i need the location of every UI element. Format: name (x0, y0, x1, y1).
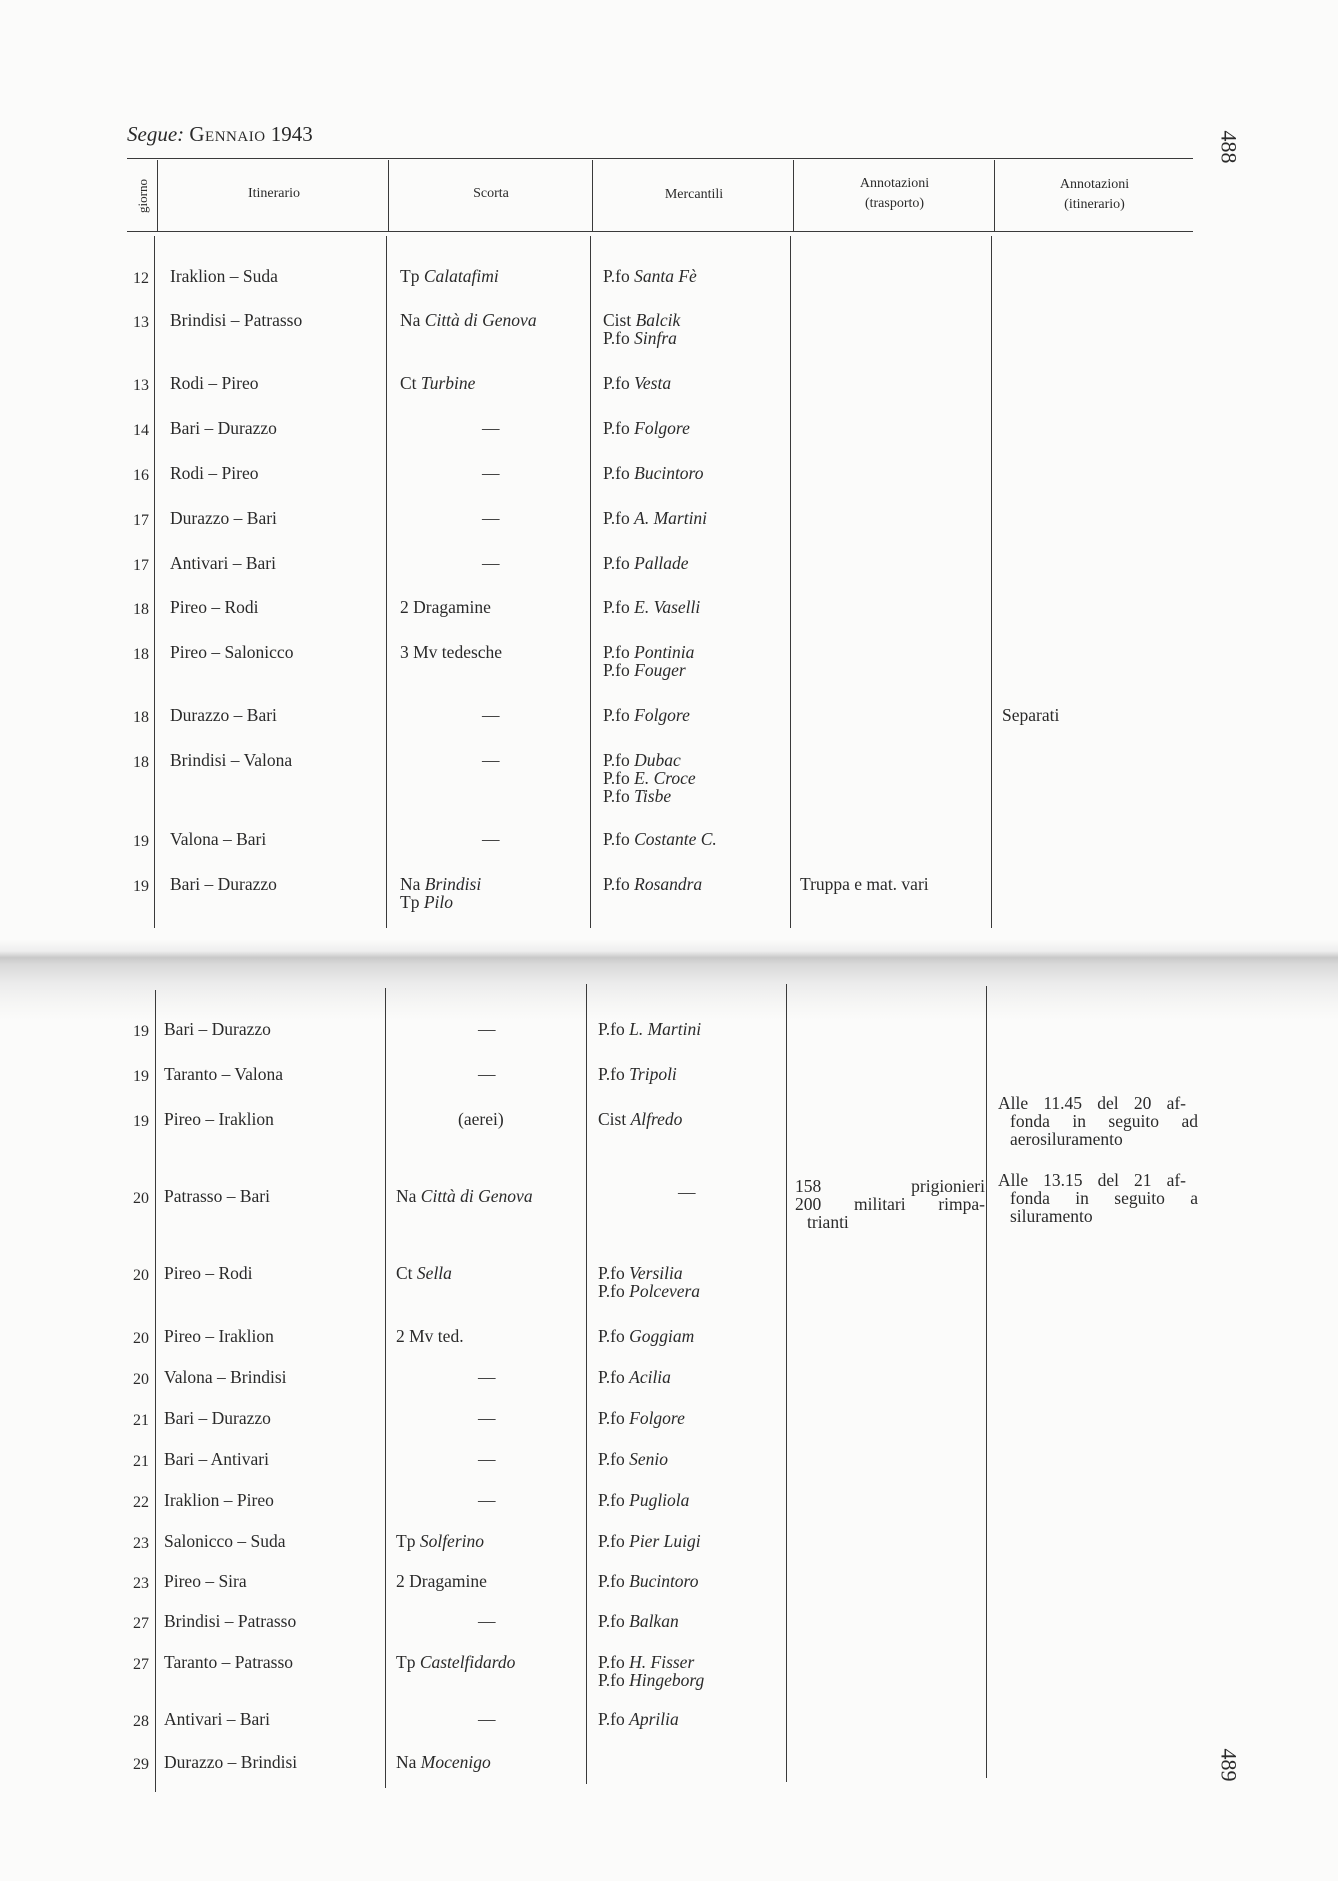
route-cell: Pireo – Sira (164, 1571, 247, 1591)
col-header-giorno: giorno (135, 179, 150, 213)
day-cell: 20 (133, 1190, 149, 1207)
day-cell: 17 (133, 557, 149, 574)
day-cell: 29 (133, 1756, 149, 1773)
escort-type: Tp (396, 1652, 420, 1672)
escort-dash: — (478, 1064, 496, 1084)
route-cell: Iraklion – Pireo (164, 1490, 274, 1510)
day-cell: 27 (133, 1656, 149, 1673)
ship-cell (598, 1450, 668, 1469)
note-trasporto: trianti (807, 1212, 849, 1232)
ship-name: Balkan (629, 1611, 679, 1631)
ship-cell (603, 706, 690, 725)
route-cell: Antivari – Bari (170, 553, 276, 573)
ship-cell (603, 875, 702, 894)
ship-cell (603, 554, 689, 573)
escort-type: Na (400, 310, 425, 330)
ship-type: P.fo (603, 328, 635, 348)
body-divider (786, 984, 787, 1782)
body-divider (155, 990, 156, 1792)
ship-type: P.fo (598, 1531, 630, 1551)
escort-dash: — (478, 1019, 496, 1039)
day-cell: 21 (133, 1412, 149, 1429)
ship-cell (598, 1710, 679, 1729)
note-itinerario: fonda in seguito ad (1010, 1111, 1198, 1131)
route-cell: Antivari – Bari (164, 1709, 270, 1729)
ship-type: P.fo (598, 1367, 630, 1387)
day-cell: 19 (133, 833, 149, 850)
route-cell: Pireo – Rodi (164, 1263, 253, 1283)
escort-type: Na (400, 874, 425, 894)
route-cell: Bari – Durazzo (170, 874, 277, 894)
col-header-scorta: Scorta (473, 186, 509, 201)
ship-type: P.fo (603, 553, 635, 573)
ship-type: P.fo (598, 1652, 630, 1672)
ship-name: Tisbe (634, 786, 672, 806)
escort-type: Tp (400, 892, 424, 912)
escort-dash: — (478, 1367, 496, 1387)
ship-type: P.fo (603, 660, 635, 680)
ship-name: A. Martini (634, 508, 708, 528)
ship-type: P.fo (603, 786, 635, 806)
ship-cell (603, 787, 671, 806)
ship-type: P.fo (603, 373, 635, 393)
escort-cell (396, 1264, 452, 1283)
escort-cell (396, 1187, 533, 1206)
ship-type: P.fo (603, 829, 635, 849)
page-number-top: 488 (1216, 130, 1242, 164)
day-cell: 18 (133, 709, 149, 726)
escort-type: Tp (400, 266, 424, 286)
ship-type: P.fo (603, 418, 635, 438)
ship-cell (598, 1671, 704, 1690)
day-cell: 13 (133, 377, 149, 394)
ship-name: Dubac (634, 750, 681, 770)
day-cell: 23 (133, 1575, 149, 1592)
page-number-bottom: 489 (1216, 1748, 1242, 1782)
ship-name: Versilia (629, 1263, 683, 1283)
note-itinerario: siluramento (1010, 1206, 1093, 1226)
ship-name: L. Martini (629, 1019, 702, 1039)
ship-type: P.fo (603, 705, 635, 725)
route-cell: Bari – Durazzo (164, 1408, 271, 1428)
ship-type: P.fo (598, 1490, 630, 1510)
route-cell: Rodi – Pireo (170, 463, 259, 483)
ship-type: P.fo (603, 768, 635, 788)
route-cell: Pireo – Rodi (170, 597, 259, 617)
ship-cell (598, 1409, 685, 1428)
escort-cell (400, 374, 475, 393)
escort-cell: 3 Mv tedesche (400, 642, 503, 662)
body-divider (991, 236, 992, 928)
route-cell: Durazzo – Bari (170, 705, 277, 725)
route-cell: Durazzo – Brindisi (164, 1752, 298, 1772)
ship-type: P.fo (598, 1449, 630, 1469)
ship-name: Balcik (635, 310, 681, 330)
day-cell: 18 (133, 754, 149, 771)
escort-dash: — (478, 1449, 496, 1469)
note-trasporto: Truppa e mat. vari (800, 874, 929, 894)
ship-name: Hingeborg (629, 1670, 705, 1690)
day-cell: 14 (133, 422, 149, 439)
page-fold-shadow (0, 940, 1338, 1020)
escort-dash: — (482, 508, 500, 528)
note-itinerario: Alle 11.45 del 20 af- (998, 1093, 1186, 1113)
escort-type: Tp (396, 1531, 420, 1551)
ship-name: Acilia (629, 1367, 671, 1387)
body-divider (154, 236, 155, 928)
escort-cell: 2 Dragamine (396, 1571, 487, 1591)
ship-name: Costante C. (634, 829, 717, 849)
day-cell: 20 (133, 1371, 149, 1388)
ship-cell (603, 661, 686, 680)
route-cell: Valona – Bari (170, 829, 267, 849)
escort-cell (400, 267, 499, 286)
ship-type: P.fo (603, 874, 635, 894)
escort-name: Pilo (423, 892, 453, 912)
escort-dash: — (478, 1709, 496, 1729)
ship-type: P.fo (598, 1408, 630, 1428)
route-cell: Bari – Durazzo (164, 1019, 271, 1039)
body-divider (986, 986, 987, 1778)
col-header-ann-itinerario-line2: (itinerario) (1064, 197, 1125, 212)
escort-dash: — (482, 418, 500, 438)
escort-name: Città di Genova (424, 310, 537, 330)
title-year: 1943 (270, 122, 313, 146)
ship-type: P.fo (598, 1611, 630, 1631)
escort-type: Na (396, 1752, 421, 1772)
ship-cell (598, 1282, 700, 1301)
ship-name: Pugliola (629, 1490, 690, 1510)
ship-name: Tripoli (629, 1064, 677, 1084)
ship-name: Vesta (634, 373, 672, 393)
note-trasporto: 158 prigionieri (795, 1176, 985, 1196)
escort-cell (396, 1532, 484, 1551)
route-cell: Durazzo – Bari (170, 508, 277, 528)
note-itinerario: Separati (1002, 705, 1060, 725)
ship-name: E. Croce (634, 768, 696, 788)
route-cell: Valona – Brindisi (164, 1367, 287, 1387)
day-cell: 19 (133, 1113, 149, 1130)
day-cell: 18 (133, 646, 149, 663)
body-divider (386, 236, 387, 928)
header-top-rule (127, 158, 1193, 159)
col-header-ann-trasporto (795, 174, 994, 214)
escort-name: Sella (416, 1263, 452, 1283)
day-cell: 19 (133, 1023, 149, 1040)
escort-type: Ct (396, 1263, 417, 1283)
day-cell: 23 (133, 1535, 149, 1552)
ship-cell (598, 1065, 677, 1084)
route-cell: Salonicco – Suda (164, 1531, 286, 1551)
route-cell: Patrasso – Bari (164, 1186, 270, 1206)
ship-name: Senio (629, 1449, 669, 1469)
ship-dash: — (678, 1182, 696, 1202)
ship-cell (603, 509, 707, 528)
escort-type: Na (396, 1186, 421, 1206)
route-cell: Brindisi – Valona (170, 750, 293, 770)
body-divider (586, 984, 587, 1784)
title-prefix: Segue: (127, 122, 185, 146)
route-cell: Rodi – Pireo (170, 373, 259, 393)
escort-name: Mocenigo (420, 1752, 491, 1772)
route-cell: Pireo – Iraklion (164, 1109, 274, 1129)
escort-name: Turbine (420, 373, 476, 393)
col-header-ann-itinerario (996, 175, 1193, 215)
col-header-mercantili: Mercantili (664, 187, 724, 202)
ship-name: Santa Fè (634, 266, 697, 286)
ship-type: P.fo (603, 508, 635, 528)
day-cell: 20 (133, 1330, 149, 1347)
escort-dash: — (482, 463, 500, 483)
escort-dash: — (478, 1490, 496, 1510)
body-divider (590, 236, 591, 928)
col-header-ann-trasporto-line1: Annotazioni (859, 176, 930, 191)
ship-name: Folgore (634, 418, 690, 438)
ship-cell (598, 1368, 671, 1387)
route-cell: Taranto – Patrasso (164, 1652, 294, 1672)
page-title (127, 122, 313, 146)
day-cell: 22 (133, 1494, 149, 1511)
col-header-ann-trasporto-line2: (trasporto) (864, 196, 925, 211)
route-cell: Bari – Antivari (164, 1449, 269, 1469)
body-divider (385, 988, 386, 1788)
note-itinerario: aerosiluramento (1010, 1129, 1123, 1149)
escort-type: Ct (400, 373, 421, 393)
col-header-ann-itinerario-line1: Annotazioni (1059, 177, 1130, 192)
escort-dash: — (482, 705, 500, 725)
ship-type: P.fo (603, 642, 635, 662)
ship-cell (603, 374, 671, 393)
ship-cell (598, 1612, 679, 1631)
ship-type: Cist (598, 1109, 631, 1129)
day-cell: 28 (133, 1713, 149, 1730)
title-month: Gennaio (189, 122, 266, 146)
day-cell: 18 (133, 601, 149, 618)
day-cell: 12 (133, 270, 149, 287)
escort-cell: (aerei) (458, 1109, 504, 1129)
ship-name: Pontinia (634, 642, 695, 662)
ship-name: H. Fisser (629, 1652, 695, 1672)
ship-name: Sinfra (634, 328, 677, 348)
escort-dash: — (482, 829, 500, 849)
route-cell: Brindisi – Patrasso (170, 310, 303, 330)
escort-cell: 2 Mv ted. (396, 1326, 464, 1346)
body-divider (790, 236, 791, 928)
route-cell: Iraklion – Suda (170, 266, 278, 286)
day-cell: 16 (133, 467, 149, 484)
route-cell: Pireo – Salonicco (170, 642, 294, 662)
escort-cell (400, 893, 453, 912)
header-bottom-rule (127, 231, 1193, 232)
day-cell: 21 (133, 1453, 149, 1470)
escort-cell (396, 1653, 515, 1672)
day-cell: 19 (133, 878, 149, 895)
ship-type: P.fo (598, 1326, 630, 1346)
escort-cell (400, 311, 537, 330)
ship-type: P.fo (603, 750, 635, 770)
ship-cell (598, 1491, 689, 1510)
ship-cell (603, 267, 697, 286)
ship-cell (603, 419, 690, 438)
route-cell: Pireo – Iraklion (164, 1326, 274, 1346)
ship-cell (603, 830, 717, 849)
ship-name: Aprilia (629, 1709, 679, 1729)
ship-name: Alfredo (630, 1109, 683, 1129)
escort-cell: 2 Dragamine (400, 597, 491, 617)
ship-name: Bucintoro (629, 1571, 699, 1591)
escort-dash: — (482, 553, 500, 573)
escort-dash: — (478, 1611, 496, 1631)
ship-name: Goggiam (629, 1326, 695, 1346)
route-cell: Bari – Durazzo (170, 418, 277, 438)
ship-type: P.fo (598, 1281, 630, 1301)
ship-name: Pier Luigi (629, 1531, 701, 1551)
ship-cell (598, 1020, 701, 1039)
escort-name: Città di Genova (420, 1186, 533, 1206)
ship-type: P.fo (598, 1709, 630, 1729)
ship-type: P.fo (603, 597, 635, 617)
note-trasporto: 200 militari rimpa- (795, 1194, 985, 1214)
escort-name: Castelfidardo (419, 1652, 516, 1672)
ship-type: P.fo (598, 1571, 630, 1591)
escort-name: Solferino (419, 1531, 484, 1551)
ship-cell (598, 1110, 682, 1129)
route-cell: Taranto – Valona (164, 1064, 283, 1084)
ship-type: P.fo (598, 1263, 630, 1283)
day-cell: 27 (133, 1615, 149, 1632)
ship-cell (598, 1532, 701, 1551)
escort-dash: — (478, 1408, 496, 1428)
day-cell: 13 (133, 314, 149, 331)
ship-type: P.fo (598, 1019, 630, 1039)
ship-cell (598, 1572, 698, 1591)
day-cell: 20 (133, 1267, 149, 1284)
day-cell: 19 (133, 1068, 149, 1085)
col-header-itinerario: Itinerario (247, 186, 301, 201)
day-cell: 17 (133, 512, 149, 529)
ship-name: E. Vaselli (634, 597, 701, 617)
ship-name: Polcevera (629, 1281, 701, 1301)
note-itinerario: fonda in seguito a (1010, 1188, 1198, 1208)
ship-name: Rosandra (634, 874, 703, 894)
ship-type: Cist (603, 310, 636, 330)
escort-name: Calatafimi (423, 266, 499, 286)
ship-cell (598, 1327, 694, 1346)
ship-name: Folgore (629, 1408, 685, 1428)
ship-cell (603, 329, 677, 348)
escort-cell (396, 1753, 491, 1772)
note-itinerario: Alle 13.15 del 21 af- (998, 1170, 1186, 1190)
route-cell: Brindisi – Patrasso (164, 1611, 297, 1631)
escort-dash: — (482, 750, 500, 770)
ship-type: P.fo (603, 463, 635, 483)
escort-name: Brindisi (424, 874, 482, 894)
ship-type: P.fo (598, 1064, 630, 1084)
ship-cell (603, 464, 703, 483)
ship-name: Folgore (634, 705, 690, 725)
ship-name: Bucintoro (634, 463, 704, 483)
ship-cell (603, 598, 700, 617)
ship-type: P.fo (598, 1670, 630, 1690)
ship-name: Fouger (634, 660, 686, 680)
ship-type: P.fo (603, 266, 635, 286)
ship-name: Pallade (634, 553, 689, 573)
